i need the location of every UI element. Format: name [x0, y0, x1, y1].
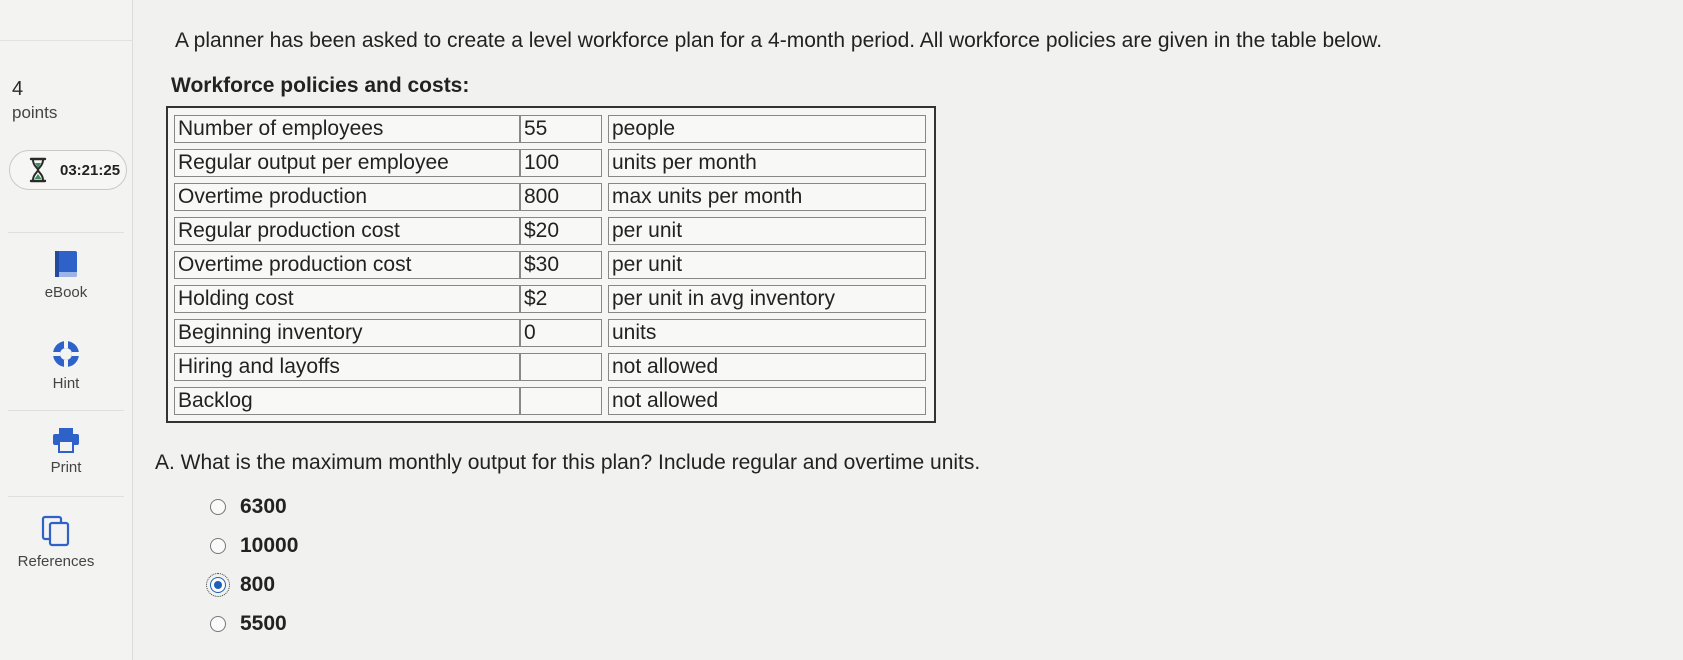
references-label: References [17, 553, 95, 570]
table-cell: Overtime production [174, 183, 520, 211]
table-cell [520, 387, 602, 415]
table-cell: 800 [520, 183, 602, 211]
table-cell: people [608, 115, 926, 143]
table-cell: Number of employees [174, 115, 520, 143]
option-10000[interactable] [210, 533, 298, 559]
question-text: A planner has been asked to create a level workforce plan for a 4-month period. All workforce policies are given in the table below. [175, 29, 1383, 52]
radio-button[interactable] [210, 616, 226, 632]
table-cell: Regular production cost [174, 217, 520, 245]
hourglass-icon [28, 157, 48, 183]
option-5500[interactable] [210, 611, 287, 637]
table-cell: Holding cost [174, 285, 520, 313]
table-cell: $30 [520, 251, 602, 279]
option-label: 5500 [240, 612, 287, 635]
timer-value: 03:21:25 [60, 161, 121, 179]
sidebar-divider [8, 410, 124, 411]
table-cell: 100 [520, 149, 602, 177]
print-button[interactable] [0, 427, 132, 476]
ebook-label: eBook [44, 284, 88, 301]
references-icon [41, 515, 71, 547]
table-cell: $2 [520, 285, 602, 313]
table-cell: Overtime production cost [174, 251, 520, 279]
table-cell: 0 [520, 319, 602, 347]
sidebar-divider [8, 496, 124, 497]
sidebar-divider [8, 232, 124, 233]
references-button[interactable] [0, 515, 122, 570]
left-sidebar [0, 0, 133, 660]
table-cell: units per month [608, 149, 926, 177]
table-cell: Beginning inventory [174, 319, 520, 347]
points-value: 4 [12, 78, 24, 100]
table-cell: per unit [608, 251, 926, 279]
radio-button[interactable] [210, 538, 226, 554]
ebook-button[interactable] [0, 250, 132, 301]
table-cell: Hiring and layoffs [174, 353, 520, 381]
book-icon [53, 250, 79, 278]
radio-button[interactable] [210, 499, 226, 515]
table-cell: per unit in avg inventory [608, 285, 926, 313]
table-cell: not allowed [608, 353, 926, 381]
print-label: Print [50, 459, 82, 476]
table-cell [520, 353, 602, 381]
sidebar-divider [0, 40, 132, 41]
table-cell: max units per month [608, 183, 926, 211]
option-label: 10000 [240, 534, 299, 557]
table-heading: Workforce policies and costs: [171, 74, 470, 97]
table-cell: per unit [608, 217, 926, 245]
option-label: 800 [240, 573, 276, 596]
table-cell: units [608, 319, 926, 347]
table-cell: Regular output per employee [174, 149, 520, 177]
points-label: points [12, 103, 58, 122]
option-800[interactable] [210, 572, 275, 598]
table-cell: Backlog [174, 387, 520, 415]
lifebuoy-icon [51, 339, 81, 369]
table-cell: $20 [520, 217, 602, 245]
option-6300[interactable] [210, 494, 287, 520]
hint-label: Hint [52, 375, 80, 392]
timer[interactable] [9, 150, 127, 190]
table-cell: not allowed [608, 387, 926, 415]
table-cell: 55 [520, 115, 602, 143]
radio-button-selected[interactable] [210, 577, 226, 593]
hint-button[interactable] [0, 339, 132, 392]
policies-table [166, 106, 936, 423]
part-a-prompt: A. What is the maximum monthly output for this plan? Include regular and overtime units. [155, 451, 981, 474]
option-label: 6300 [240, 495, 287, 518]
printer-icon [51, 427, 81, 453]
